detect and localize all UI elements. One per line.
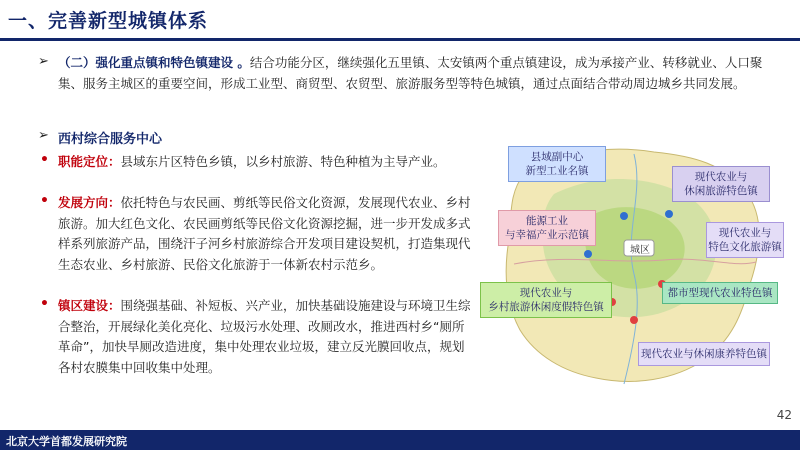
item-construction xyxy=(58,296,476,378)
page-number: 42 xyxy=(776,408,792,422)
item-text: 依托特色与农民画、剪纸等民俗文化资源，发展现代农业、乡村旅游。加大红色文化、农民画剪纸等民俗文化资源挖掘，进一步开发成多式样系列旅游产品，围绕汗子河乡村旅游综合开发项目建设契机，打造集现代生态农业、乡村旅游、民俗文化旅游于一体新农村示范乡。 xyxy=(58,195,471,272)
item-text: 县域东片区特色乡镇，以乡村旅游、特色种植为主导产业。 xyxy=(120,154,446,169)
item-positioning xyxy=(58,152,476,173)
footer-bar xyxy=(0,408,800,450)
tag-energy-industry: 能源工业 与幸福产业示范镇 xyxy=(498,210,596,246)
red-bullet-icon: • xyxy=(40,152,49,168)
title-rule xyxy=(0,38,800,41)
arrow-bullet-icon: ➢ xyxy=(38,128,49,143)
tag-urban-agri: 都市型现代农业特色镇 xyxy=(662,282,778,304)
item-text: 围绕强基础、补短板、兴产业，加快基础设施建设与环境卫生综合整治，开展绿化美化亮化、垃圾污水处理、改厕改水，推进西村乡“厕所革命”，加快旱厕改造进度，集中处理农业垃圾，建立反光膜回收点，规划各村农膜集中回收集中处理。 xyxy=(58,298,471,375)
red-bullet-icon: • xyxy=(40,296,49,312)
item-direction xyxy=(58,193,476,275)
intro-paragraph xyxy=(58,52,770,94)
urban-center-label: 城区 xyxy=(630,245,650,256)
tag-wellness: 现代农业与休闲康养特色镇 xyxy=(638,342,770,366)
footer-org: 北京大学首都发展研究院 xyxy=(6,435,127,448)
tag-agri-leisure: 现代农业与 休闲旅游特色镇 xyxy=(672,166,770,202)
intro-heading: （二）强化重点镇和特色镇建设 。 xyxy=(58,55,250,70)
red-bullet-icon: • xyxy=(40,193,49,209)
item-label: 职能定位： xyxy=(58,154,121,169)
intro-body: 结合功能分区，继续强化五里镇、太安镇两个重点镇建设，成为承接产业、转移就业、人口聚集、服务主城区的重要空间，形成工业型、商贸型、农贸型、旅游服务型等特色城镇，通过点面结合带动周边城乡共同发展。 xyxy=(58,55,763,91)
town-system-map xyxy=(484,134,784,396)
item-label: 镇区建设： xyxy=(58,298,121,313)
arrow-bullet-icon: ➢ xyxy=(38,54,49,69)
tag-rural-tourism: 现代农业与 乡村旅游休闲度假特色镇 xyxy=(480,282,612,318)
section-heading: 西村综合服务中心 xyxy=(58,132,163,147)
tag-agri-culture: 现代农业与 特色文化旅游镇 xyxy=(706,222,784,258)
tag-county-subcenter: 县域副中心 新型工业名镇 xyxy=(508,146,606,182)
page-title: 一、完善新型城镇体系 xyxy=(8,10,209,32)
item-label: 发展方向： xyxy=(58,195,121,210)
